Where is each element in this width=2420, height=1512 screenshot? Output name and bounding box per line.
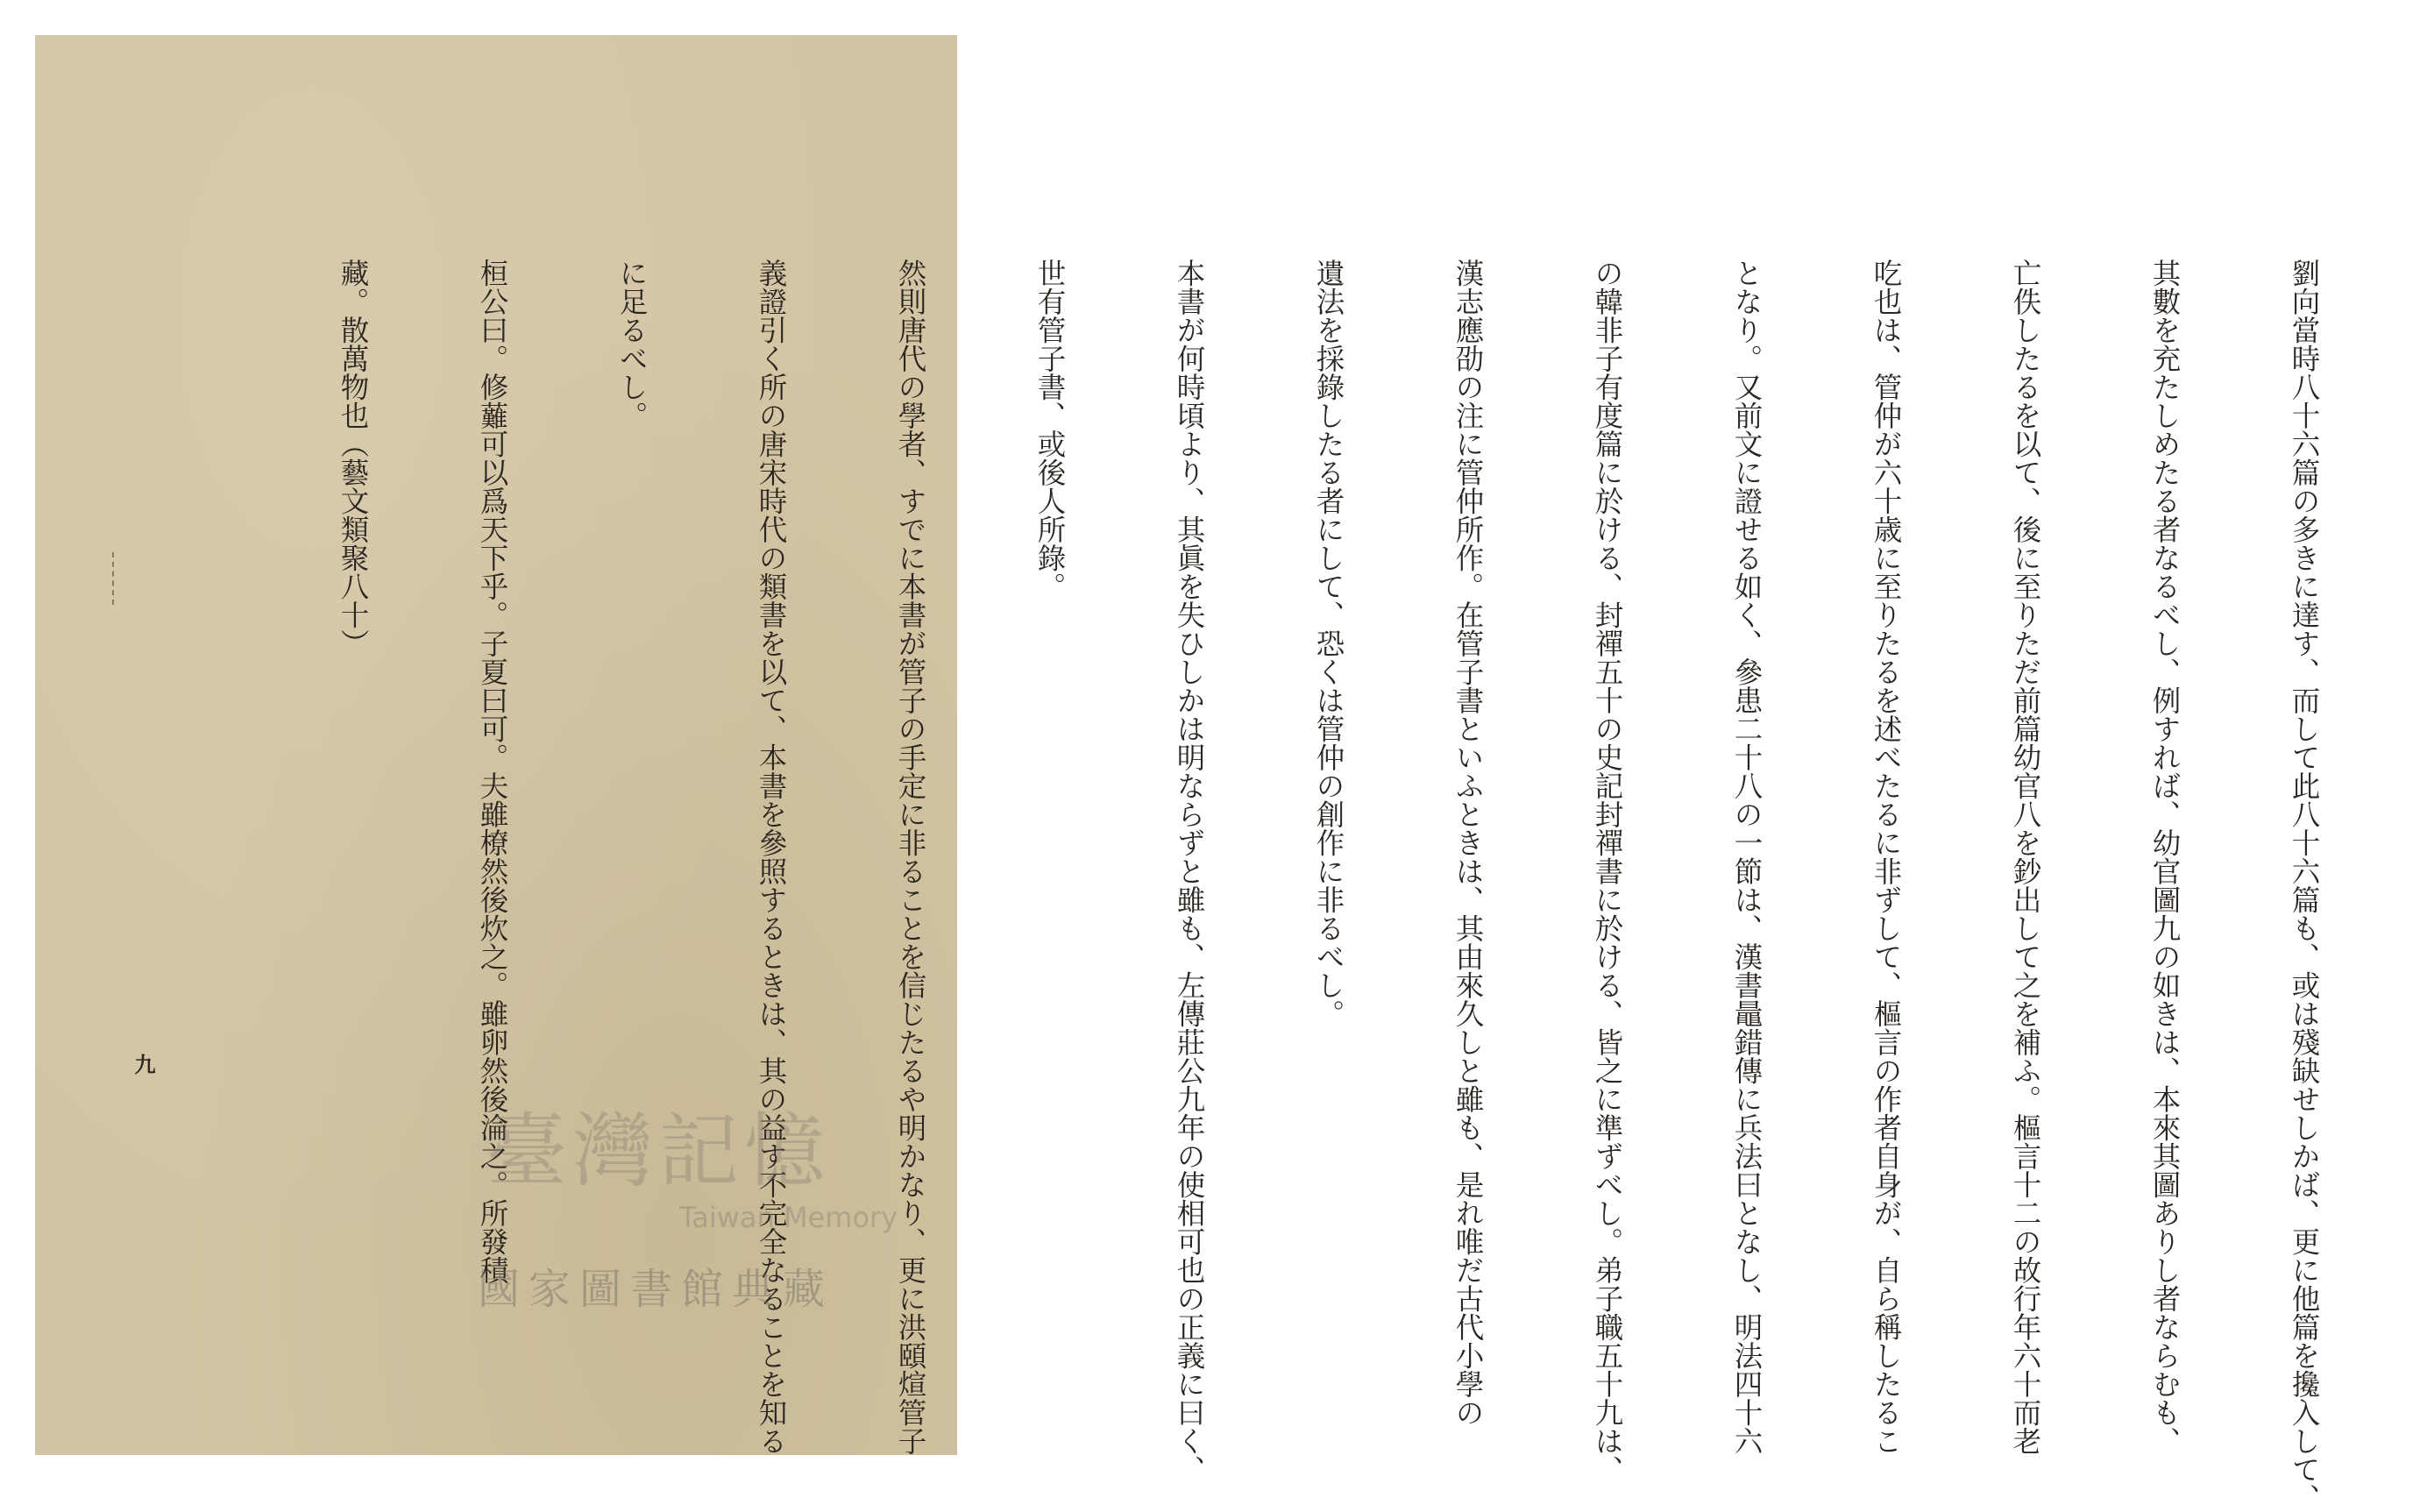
text-line: となり。又前文に證せる如く、參患二十八の一節は、漢書鼂錯傳に兵法曰となし、明法四十六 (1730, 259, 1764, 1455)
text-line: 吃也は、管仲が六十歳に至りたるを述べたるに非ずして、樞言の作者自身が、自ら稱したるこ (1870, 259, 1903, 1455)
text-line: 遺法を採錄したる者にして、恐くは管仲の創作に非るべし。 (1312, 259, 1345, 1028)
text-line: 其數を充たしめたる者なるべし、例すれば、幼官圖九の如きは、本來其圖ありし者ならむも、 (2148, 259, 2182, 1455)
text-line: 本書が何時頃より、其眞を失ひしかは明ならずと雖も、左傳莊公九年の使相可也の正義に曰く、 (1173, 259, 1206, 1484)
quote-line: 桓公曰。修䕼可以爲天下乎。子夏曰可。夫雖橑然後炊之。雖卵然後淪之。所發積 (476, 259, 509, 1284)
quote-line: 世有管子書、或後人所錄。 (1033, 259, 1067, 600)
watermark-english: Taiwan Memory (679, 1201, 898, 1234)
body-text (237, 259, 2420, 1512)
watermark-library: 國家圖書館典藏 (478, 1265, 834, 1314)
text-line: 亡佚したるを以て、後に至りただ前篇幼官八を鈔出して之を補ふ。樞言十二の故行年六十而老 (2009, 259, 2042, 1455)
text-line: 劉向當時八十六篇の多きに達す、而して此八十六篇も、或は殘缺せしかば、更に他篇を攙入して、 (2288, 259, 2321, 1512)
watermark-title: 臺灣記憶 (486, 1104, 831, 1198)
text-line: 然則唐代の學者、すでに本書が管子の手定に非ることを信じたるや明かなり、更に洪頤煊管子 (894, 259, 927, 1455)
page-number: 九 (131, 1054, 156, 1075)
scanned-page (35, 35, 2321, 1512)
text-line: 漢志應劭の注に管仲所作。在管子書といふときは、其由來久しと雖も、是れ唯だ古代小學の (1451, 259, 1485, 1427)
text-line: の韓非子有度篇に於ける、封禪五十の史記封禪書に於ける、皆之に準ずべし。弟子職五十九は、 (1591, 259, 1624, 1484)
text-line: に足るべし。 (615, 259, 649, 429)
text-line: 義證引く所の唐宋時代の類書を以て、本書を參照するときは、其の益す不完全なることを知る (755, 259, 788, 1455)
quote-line: 藏。散萬物也（藝文類聚八十） (337, 259, 370, 657)
margin-rule (112, 552, 116, 605)
